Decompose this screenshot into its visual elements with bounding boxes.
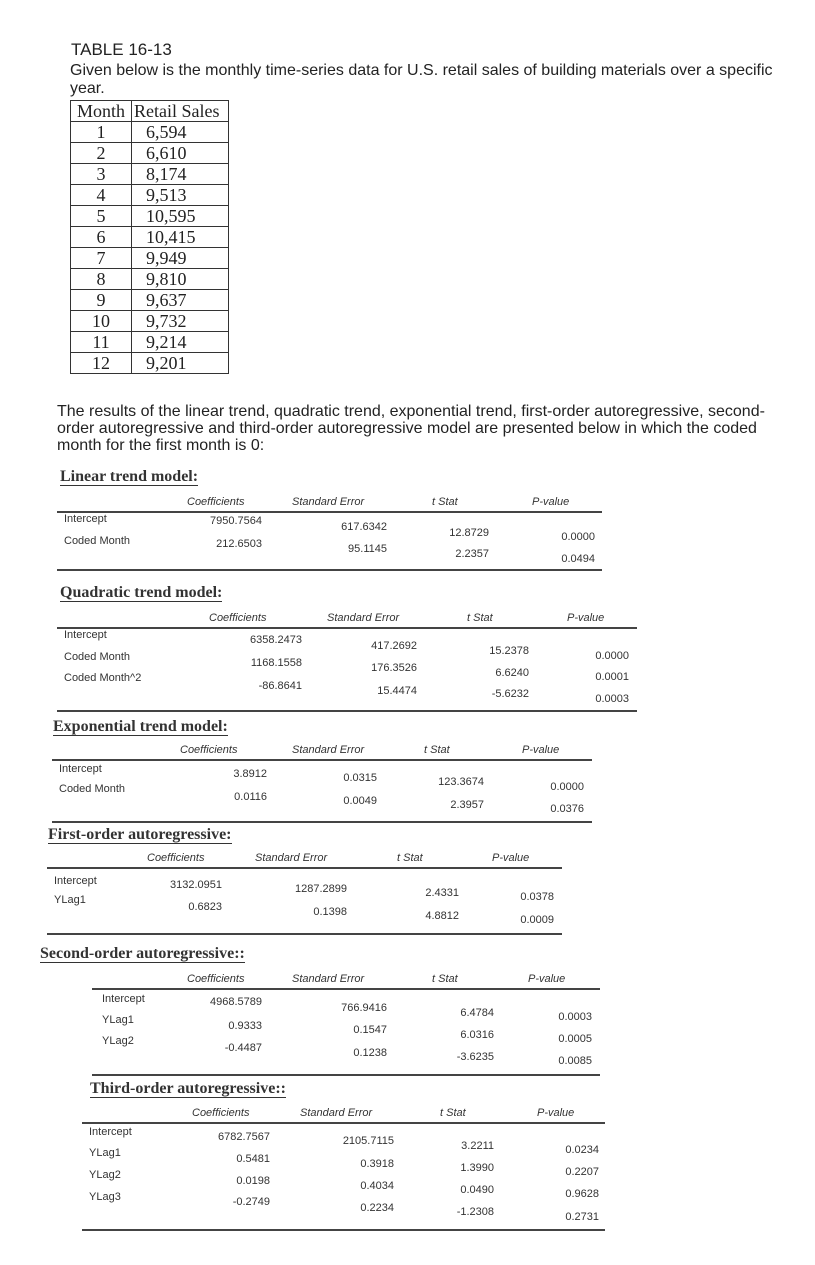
se-value: 0.0049 <box>343 795 377 807</box>
sales-cell: 6,610 <box>132 143 229 164</box>
ar1-model-table <box>47 851 562 936</box>
t-value: 6.0316 <box>460 1029 494 1041</box>
linear-model-title <box>60 468 198 486</box>
table-bottom-rule <box>57 710 637 712</box>
t-stat-header: t Stat <box>397 852 423 864</box>
row-label: YLag1 <box>54 894 86 906</box>
p-value-header: P-value <box>532 496 570 508</box>
t-value: -1.2308 <box>456 1206 494 1218</box>
ar3-model-title-text: Third-order autoregressive:: <box>90 1080 286 1097</box>
sales-cell: 9,732 <box>132 311 229 332</box>
se-value: 15.4474 <box>377 685 417 697</box>
p-value: 0.9628 <box>565 1188 599 1200</box>
ar1-model-title-text: First-order autoregressive: <box>48 826 232 843</box>
sales-table <box>70 100 229 374</box>
coef-header: Coefficients <box>180 744 238 756</box>
ar2-model-title <box>40 945 245 963</box>
p-value: 0.0003 <box>595 693 629 705</box>
table-bottom-rule <box>47 933 562 935</box>
table-row <box>71 122 229 143</box>
table-row <box>71 353 229 374</box>
t-value: 2.4331 <box>425 887 459 899</box>
ar3-model-table <box>82 1106 605 1234</box>
table-row <box>71 227 229 248</box>
row-label: Coded Month <box>64 651 131 663</box>
coef-value: 0.5481 <box>236 1153 270 1165</box>
p-value: 0.2731 <box>565 1211 599 1223</box>
se-header: Standard Error <box>327 612 400 624</box>
se-value: 2105.7115 <box>342 1135 394 1147</box>
exponential-model-title <box>53 718 228 736</box>
month-cell: 3 <box>71 164 132 185</box>
sales-cell: 9,810 <box>132 269 229 290</box>
p-value: 0.2207 <box>565 1166 599 1178</box>
row-label: YLag1 <box>102 1014 134 1026</box>
se-value: 0.2234 <box>360 1202 394 1214</box>
t-value: 12.8729 <box>449 527 489 539</box>
month-cell: 8 <box>71 269 132 290</box>
coef-value: 6358.2473 <box>250 634 302 646</box>
row-label: Intercept <box>54 875 97 887</box>
row-label: YLag2 <box>102 1035 134 1047</box>
table-row <box>71 311 229 332</box>
sales-cell: 9,949 <box>132 248 229 269</box>
row-label: Coded Month <box>59 783 126 795</box>
row-label: YLag1 <box>89 1147 121 1159</box>
sales-cell: 6,594 <box>132 122 229 143</box>
table-row <box>71 290 229 311</box>
table-row <box>71 185 229 206</box>
p-value-header: P-value <box>537 1107 575 1119</box>
coef-value: 4968.5789 <box>210 996 262 1008</box>
ar3-model-title <box>90 1080 286 1098</box>
p-value: 0.0234 <box>565 1144 599 1156</box>
table-row <box>71 332 229 353</box>
p-value: 0.0005 <box>558 1033 592 1045</box>
table-row <box>71 269 229 290</box>
sales-cell: 10,415 <box>132 227 229 248</box>
se-value: 417.2692 <box>371 640 417 652</box>
table-bottom-rule <box>82 1229 605 1231</box>
p-value: 0.0009 <box>520 914 554 926</box>
coef-value: -0.4487 <box>224 1042 262 1054</box>
coef-value: 3132.0951 <box>170 879 222 891</box>
se-value: 617.6342 <box>341 521 387 533</box>
coef-header: Coefficients <box>209 612 267 624</box>
month-cell: 9 <box>71 290 132 311</box>
month-column-header: Month <box>71 101 132 122</box>
se-value: 766.9416 <box>341 1002 387 1014</box>
month-cell: 1 <box>71 122 132 143</box>
se-value: 0.4034 <box>360 1180 394 1192</box>
t-value: -5.6232 <box>491 688 529 700</box>
se-header: Standard Error <box>292 973 365 985</box>
se-value: 0.1547 <box>353 1024 387 1036</box>
coef-value: 6782.7567 <box>218 1131 270 1143</box>
month-cell: 11 <box>71 332 132 353</box>
sales-cell: 10,595 <box>132 206 229 227</box>
t-stat-header: t Stat <box>432 496 458 508</box>
ar2-model-title-text: Second-order autoregressive:: <box>40 945 245 962</box>
t-stat-header: t Stat <box>432 973 458 985</box>
results-description: The results of the linear trend, quadratic trend, exponential trend, first-order autoregressive, second-order autoregressive and third-order autoregressive model are presented below in which the coded month for the first month is 0: <box>57 403 765 454</box>
row-label: Coded Month <box>64 535 131 547</box>
table-row <box>71 206 229 227</box>
exponential-model-table <box>52 743 592 823</box>
se-value: 0.3918 <box>360 1158 394 1170</box>
t-value: 15.2378 <box>489 645 529 657</box>
p-value-header: P-value <box>528 973 566 985</box>
table-title: TABLE 16-13 <box>71 40 172 59</box>
table-description: Given below is the monthly time-series data for U.S. retail sales of building materials over a specific year. <box>70 62 773 97</box>
sales-cell: 9,201 <box>132 353 229 374</box>
ar2-model-table <box>92 972 600 1078</box>
coef-value: 3.8912 <box>233 768 267 780</box>
p-value: 0.0494 <box>561 553 595 565</box>
t-stat-header: t Stat <box>467 612 493 624</box>
se-value: 95.1145 <box>348 543 387 555</box>
table-bottom-rule <box>52 821 592 823</box>
se-value: 176.3526 <box>371 662 417 674</box>
ar1-model-title <box>48 826 232 844</box>
p-value: 0.0085 <box>558 1055 592 1067</box>
quadratic-model-table <box>57 611 637 714</box>
coef-value: -0.2749 <box>232 1196 270 1208</box>
sales-cell: 9,513 <box>132 185 229 206</box>
t-value: -3.6235 <box>456 1051 494 1063</box>
quadratic-model-title <box>60 584 222 602</box>
coef-header: Coefficients <box>187 496 245 508</box>
t-value: 1.3990 <box>460 1162 494 1174</box>
sales-cell: 9,214 <box>132 332 229 353</box>
p-value: 0.0000 <box>561 531 595 543</box>
p-value-header: P-value <box>567 612 605 624</box>
month-cell: 12 <box>71 353 132 374</box>
t-value: 6.6240 <box>495 667 529 679</box>
row-label: Intercept <box>89 1126 132 1138</box>
t-stat-header: t Stat <box>424 744 450 756</box>
t-value: 4.8812 <box>425 910 459 922</box>
coef-value: 0.9333 <box>228 1020 262 1032</box>
table-bottom-rule <box>57 569 602 571</box>
row-label: Intercept <box>59 763 102 775</box>
month-cell: 4 <box>71 185 132 206</box>
table-row <box>71 248 229 269</box>
coef-value: -86.8641 <box>258 680 302 692</box>
se-header: Standard Error <box>300 1107 373 1119</box>
se-value: 0.1238 <box>353 1047 387 1059</box>
t-value: 123.3674 <box>438 776 484 788</box>
month-cell: 6 <box>71 227 132 248</box>
row-label: Intercept <box>102 993 145 1005</box>
t-value: 3.2211 <box>461 1140 494 1152</box>
t-value: 6.4784 <box>460 1007 494 1019</box>
coef-value: 0.0116 <box>234 791 267 803</box>
se-header: Standard Error <box>255 852 328 864</box>
coef-header: Coefficients <box>147 852 205 864</box>
linear-model-title-text: Linear trend model: <box>60 468 199 485</box>
row-label: Coded Month^2 <box>64 672 142 684</box>
exponential-model-title-text: Exponential trend model: <box>53 718 228 735</box>
se-header: Standard Error <box>292 496 365 508</box>
quadratic-model-title-text: Quadratic trend model: <box>60 584 223 601</box>
coef-value: 0.6823 <box>188 901 222 913</box>
se-header: Standard Error <box>292 744 365 756</box>
coef-value: 0.0198 <box>236 1175 270 1187</box>
p-value-header: P-value <box>522 744 560 756</box>
sales-cell: 8,174 <box>132 164 229 185</box>
t-stat-header: t Stat <box>440 1107 466 1119</box>
coef-header: Coefficients <box>187 973 245 985</box>
p-value: 0.0378 <box>520 891 554 903</box>
p-value: 0.0003 <box>558 1011 592 1023</box>
month-cell: 10 <box>71 311 132 332</box>
table-bottom-rule <box>92 1074 600 1076</box>
row-label: YLag2 <box>89 1169 121 1181</box>
table-row <box>71 143 229 164</box>
coef-value: 1168.1558 <box>250 657 302 669</box>
coef-value: 212.6503 <box>216 538 262 550</box>
retail-sales-column-header: Retail Sales <box>132 101 229 122</box>
se-value: 0.0315 <box>343 772 377 784</box>
p-value-header: P-value <box>492 852 530 864</box>
coef-value: 7950.7564 <box>210 515 262 527</box>
linear-model-table <box>57 495 602 575</box>
t-value: 2.3957 <box>450 799 484 811</box>
month-cell: 7 <box>71 248 132 269</box>
t-value: 0.0490 <box>460 1184 494 1196</box>
sales-cell: 9,637 <box>132 290 229 311</box>
t-value: 2.2357 <box>455 548 489 560</box>
sales-table-header <box>71 101 229 122</box>
row-label: Intercept <box>64 629 107 641</box>
se-value: 0.1398 <box>313 906 347 918</box>
se-value: 1287.2899 <box>295 883 347 895</box>
p-value: 0.0000 <box>595 650 629 662</box>
p-value: 0.0000 <box>550 781 584 793</box>
row-label: YLag3 <box>89 1191 121 1203</box>
coef-header: Coefficients <box>192 1107 250 1119</box>
month-cell: 2 <box>71 143 132 164</box>
month-cell: 5 <box>71 206 132 227</box>
p-value: 0.0001 <box>595 671 629 683</box>
p-value: 0.0376 <box>550 803 584 815</box>
table-row <box>71 164 229 185</box>
row-label: Intercept <box>64 513 107 525</box>
